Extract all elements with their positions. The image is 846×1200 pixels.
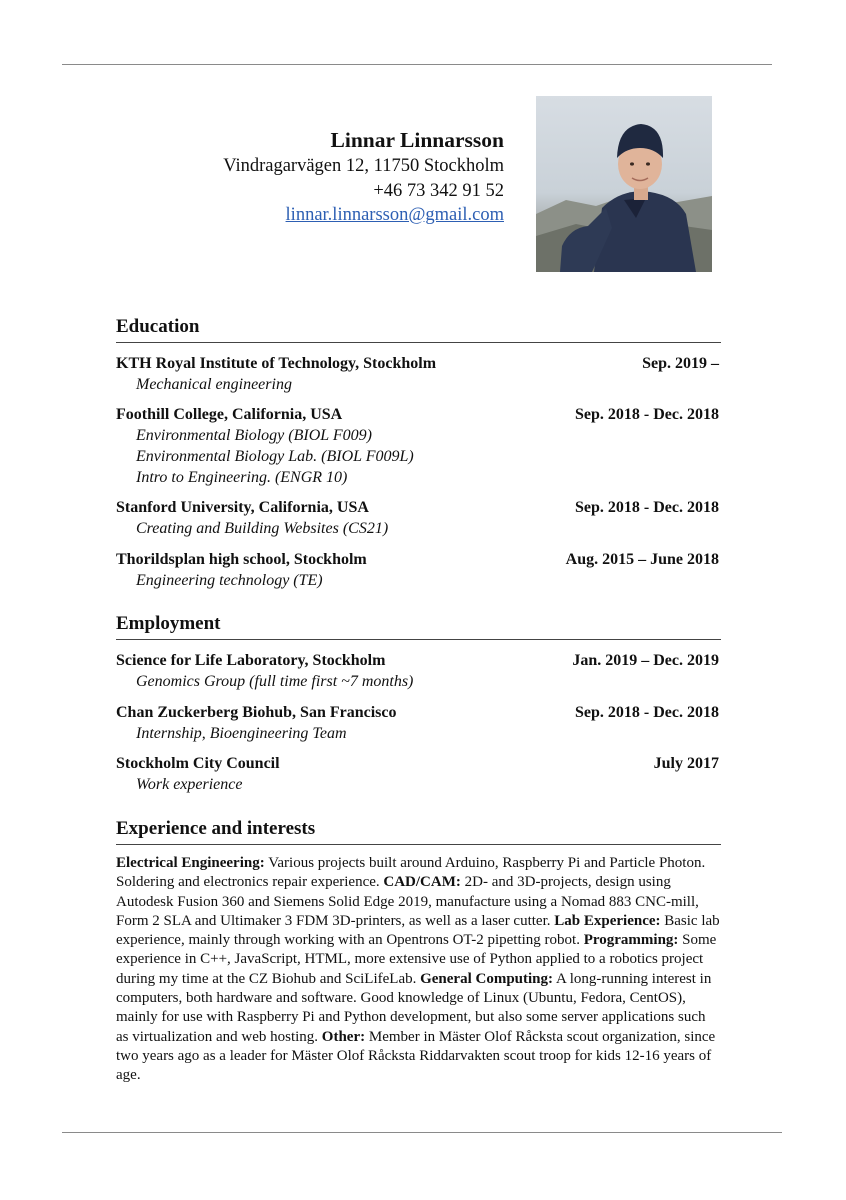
section-heading: Education <box>116 315 721 343</box>
institution: Thorildsplan high school, Stockholm <box>116 551 367 568</box>
contact-header <box>84 126 504 228</box>
item-text: Various projects built around Arduino, Raspberry Pi and Particle Photon. Soldering and electronics repair experience. <box>116 855 706 891</box>
item-label: Lab Experience: <box>554 912 661 929</box>
item-label: Electrical Engineering: <box>116 855 265 871</box>
employment-entry <box>116 650 721 692</box>
detail: Mechanical engineering <box>136 376 292 393</box>
employment-entry <box>116 702 721 744</box>
education-entry <box>116 404 721 488</box>
profile-photo <box>536 96 712 272</box>
person-name: Linnar Linnarsson <box>330 128 504 152</box>
item-label: General Computing: <box>420 970 554 987</box>
employer: Chan Zuckerberg Biohub, San Francisco <box>116 704 397 721</box>
item-label: Other: <box>321 1028 366 1045</box>
item-text: Some experience in C++, JavaScript, HTML, more extensive use of Python applied to a robotics project during my time at the CZ Biohub and SciLifeLab. <box>116 932 717 987</box>
item-text: Member in Mäster Olof Råcksta scout organization, since two years ago as a leader for Mäster Olof Råcksta Riddarvakten scout troop for kids 12-16 years of age. <box>116 1028 716 1084</box>
date-range: Sep. 2018 - Dec. 2018 <box>575 704 719 721</box>
institution: Foothill College, California, USA <box>116 406 343 423</box>
experience-paragraph <box>116 854 721 1086</box>
date-range: Aug. 2015 – June 2018 <box>565 551 719 568</box>
item-text: Basic lab experience, mainly through working with an Opentrons OT-2 pipetting robot. <box>116 912 720 949</box>
date-range: Jan. 2019 – Dec. 2019 <box>572 652 719 669</box>
employment-section <box>116 612 721 795</box>
phone-number: +46 73 342 91 52 <box>373 180 504 201</box>
detail: Environmental Biology (BIOL F009) <box>136 427 372 444</box>
education-entry <box>116 353 721 395</box>
bottom-divider <box>62 1132 782 1133</box>
detail: Work experience <box>136 776 243 793</box>
detail: Internship, Bioengineering Team <box>136 725 347 742</box>
date-range: July 2017 <box>653 755 719 772</box>
section-heading: Experience and interests <box>116 817 721 845</box>
education-entry <box>116 549 721 591</box>
item-text: A long-running interest in computers, both hardware and software. Good knowledge of Linux (Ubuntu, Fedora, CentOS), mainly for use with Raspberry Pi and Python development, but also some server applications such as virtualization and web hosting. <box>116 970 712 1045</box>
employer: Science for Life Laboratory, Stockholm <box>116 652 386 669</box>
education-entry <box>116 497 721 539</box>
detail: Creating and Building Websites (CS21) <box>136 520 389 537</box>
date-range: Sep. 2019 – <box>642 355 719 372</box>
date-range: Sep. 2018 - Dec. 2018 <box>575 499 719 516</box>
date-range: Sep. 2018 - Dec. 2018 <box>575 406 719 423</box>
detail: Engineering technology (TE) <box>136 572 323 589</box>
detail: Environmental Biology Lab. (BIOL F009L) <box>136 448 414 465</box>
detail: Genomics Group (full time first ~7 months) <box>136 673 414 690</box>
institution: KTH Royal Institute of Technology, Stockholm <box>116 355 437 372</box>
detail: Intro to Engineering. (ENGR 10) <box>136 469 348 486</box>
section-heading: Employment <box>116 612 721 640</box>
employment-entry <box>116 753 721 795</box>
education-section <box>116 315 721 591</box>
top-divider <box>62 64 772 65</box>
item-label: CAD/CAM: <box>383 874 461 891</box>
institution: Stanford University, California, USA <box>116 499 369 516</box>
experience-section <box>116 817 721 1086</box>
employer: Stockholm City Council <box>116 755 280 772</box>
item-label: Programming: <box>583 932 679 949</box>
email-link[interactable]: linnar.linnarsson@gmail.com <box>285 205 504 225</box>
item-text: 2D- and 3D-projects, design using Autodesk Fusion 360 and Siemens Solid Edge 2019, manufacture using a Nomad 883 CNC-mill, Form 2 SLA and Ultimaker 3 FDM 3D-printers, as well as a laser cutter. <box>116 874 699 929</box>
address: Vindragarvägen 12, 11750 Stockholm <box>223 156 504 176</box>
